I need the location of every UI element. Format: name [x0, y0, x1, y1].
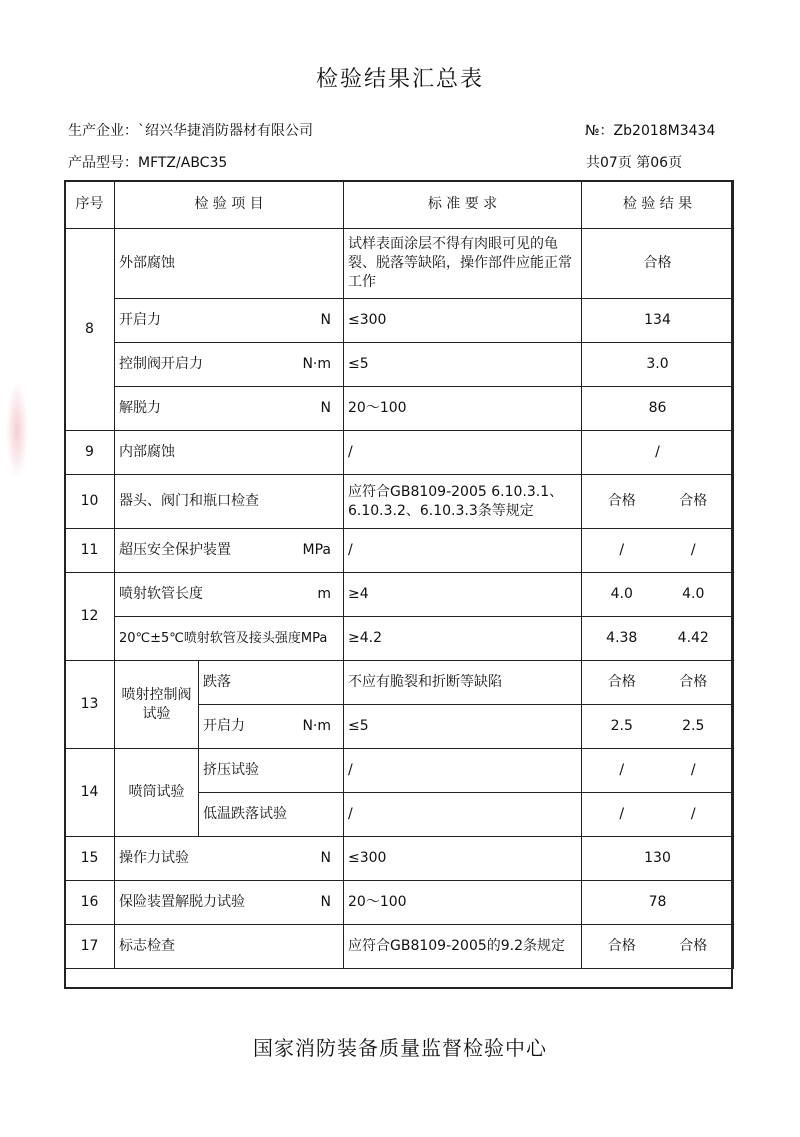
table-row — [65, 661, 734, 705]
table-row — [65, 749, 734, 793]
item-name: 20℃±5℃喷射软管及接头强度MPa — [115, 617, 344, 661]
table-row — [65, 343, 734, 387]
standard-text: 20～100 — [344, 387, 582, 431]
table-row — [65, 573, 734, 617]
item-name: 超压安全保护装置 — [119, 542, 231, 559]
table-row — [65, 617, 734, 661]
header-standard: 标 准 要 求 — [344, 181, 582, 229]
product-model: 产品型号：MFTZ/ABC35 — [68, 155, 228, 171]
result-value-1: 2.5 — [610, 718, 633, 735]
result-value: 3.0 — [582, 343, 734, 387]
standard-text: 不应有脆裂和折断等缺陷 — [344, 661, 582, 705]
row-no: 14 — [65, 749, 115, 837]
item-name: 内部腐蚀 — [115, 431, 344, 475]
result-value-2: 2.5 — [682, 718, 705, 735]
result-value-1: / — [619, 762, 625, 779]
row-no: 13 — [65, 661, 115, 749]
table-row — [65, 837, 734, 881]
standard-text: ≤5 — [344, 343, 582, 387]
table-row — [65, 229, 734, 299]
table-row — [65, 431, 734, 475]
result-value: / — [582, 431, 734, 475]
standard-text: ≤300 — [344, 837, 582, 881]
issuing-organization: 国家消防装备质量监督检验中心 — [253, 1036, 547, 1060]
standard-text: 试样表面涂层不得有肉眼可见的龟裂、脱落等缺陷，操作部件应能正常工作 — [344, 229, 582, 299]
item-unit: m — [317, 586, 331, 603]
standard-text: 应符合GB8109-2005 6.10.3.1、6.10.3.2、6.10.3.3条等规定 — [344, 475, 582, 529]
standard-text: / — [344, 431, 582, 475]
standard-text: / — [344, 749, 582, 793]
result-value-2: 合格 — [679, 493, 708, 510]
result-value-1: 合格 — [607, 938, 636, 955]
item-unit: N·m — [302, 718, 331, 735]
results-table — [64, 180, 734, 969]
result-value-2: 4.42 — [677, 630, 709, 647]
row-no: 16 — [65, 881, 115, 925]
result-value-2: / — [690, 806, 696, 823]
item-name: 操作力试验 — [119, 850, 189, 867]
result-value: 合格 — [582, 229, 734, 299]
item-unit: N — [320, 850, 331, 867]
red-stamp-mark — [6, 380, 28, 480]
table-row — [65, 881, 734, 925]
row-no: 17 — [65, 925, 115, 969]
result-value: 130 — [582, 837, 734, 881]
sub-item-name: 跌落 — [199, 661, 344, 705]
table-row — [65, 299, 734, 343]
header-result: 检 验 结 果 — [582, 181, 734, 229]
result-value-1: / — [619, 542, 625, 559]
row-no: 9 — [65, 431, 115, 475]
result-value: 78 — [582, 881, 734, 925]
result-value-2: 4.0 — [682, 586, 705, 603]
manufacturer: 生产企业：`绍兴华捷消防器材有限公司 — [68, 123, 313, 139]
item-name: 解脱力 — [119, 400, 161, 417]
header-no: 序号 — [65, 181, 115, 229]
page-counter: 共07页 第06页 — [586, 155, 683, 171]
result-value: 86 — [582, 387, 734, 431]
group-label: 喷筒试验 — [115, 749, 199, 837]
result-value-2: 合格 — [679, 674, 708, 691]
header-item: 检 验 项 目 — [115, 181, 344, 229]
item-unit: N — [320, 312, 331, 329]
standard-text: ≤300 — [344, 299, 582, 343]
sub-item-name: 挤压试验 — [199, 749, 344, 793]
item-name: 开启力 — [119, 312, 161, 329]
row-no: 11 — [65, 529, 115, 573]
table-row — [65, 925, 734, 969]
standard-text: / — [344, 793, 582, 837]
table-row — [65, 475, 734, 529]
item-name: 外部腐蚀 — [115, 229, 344, 299]
table-row — [65, 387, 734, 431]
table-row — [65, 529, 734, 573]
report-number: №：Zb2018M3434 — [585, 123, 716, 139]
result-value-1: 4.0 — [610, 586, 633, 603]
result-value: 134 — [582, 299, 734, 343]
item-unit: N — [320, 400, 331, 417]
table-header-row — [65, 181, 734, 229]
sub-item-name: 低温跌落试验 — [199, 793, 344, 837]
group-label: 喷射控制阀试验 — [115, 661, 199, 749]
result-value-2: 合格 — [679, 938, 708, 955]
item-name: 保险装置解脱力试验 — [119, 894, 245, 911]
standard-text: ≥4 — [344, 573, 582, 617]
item-unit: MPa — [302, 542, 331, 559]
result-value-1: 合格 — [607, 674, 636, 691]
item-name: 控制阀开启力 — [119, 356, 203, 373]
sub-item-name: 开启力 — [203, 718, 245, 735]
row-no: 15 — [65, 837, 115, 881]
result-value-2: / — [690, 762, 696, 779]
item-unit: N — [320, 894, 331, 911]
row-no: 12 — [65, 573, 115, 661]
document-title: 检验结果汇总表 — [315, 67, 484, 92]
item-name: 器头、阀门和瓶口检查 — [115, 475, 344, 529]
row-no: 10 — [65, 475, 115, 529]
result-value-1: / — [619, 806, 625, 823]
row-no: 8 — [65, 229, 115, 431]
standard-text: 20～100 — [344, 881, 582, 925]
result-value-1: 4.38 — [606, 630, 638, 647]
standard-text: ≥4.2 — [344, 617, 582, 661]
result-value-1: 合格 — [607, 493, 636, 510]
item-name: 标志检查 — [115, 925, 344, 969]
result-value-2: / — [690, 542, 696, 559]
standard-text: 应符合GB8109-2005的9.2条规定 — [344, 925, 582, 969]
standard-text: / — [344, 529, 582, 573]
item-unit: N·m — [302, 356, 331, 373]
standard-text: ≤5 — [344, 705, 582, 749]
item-name: 喷射软管长度 — [119, 586, 203, 603]
